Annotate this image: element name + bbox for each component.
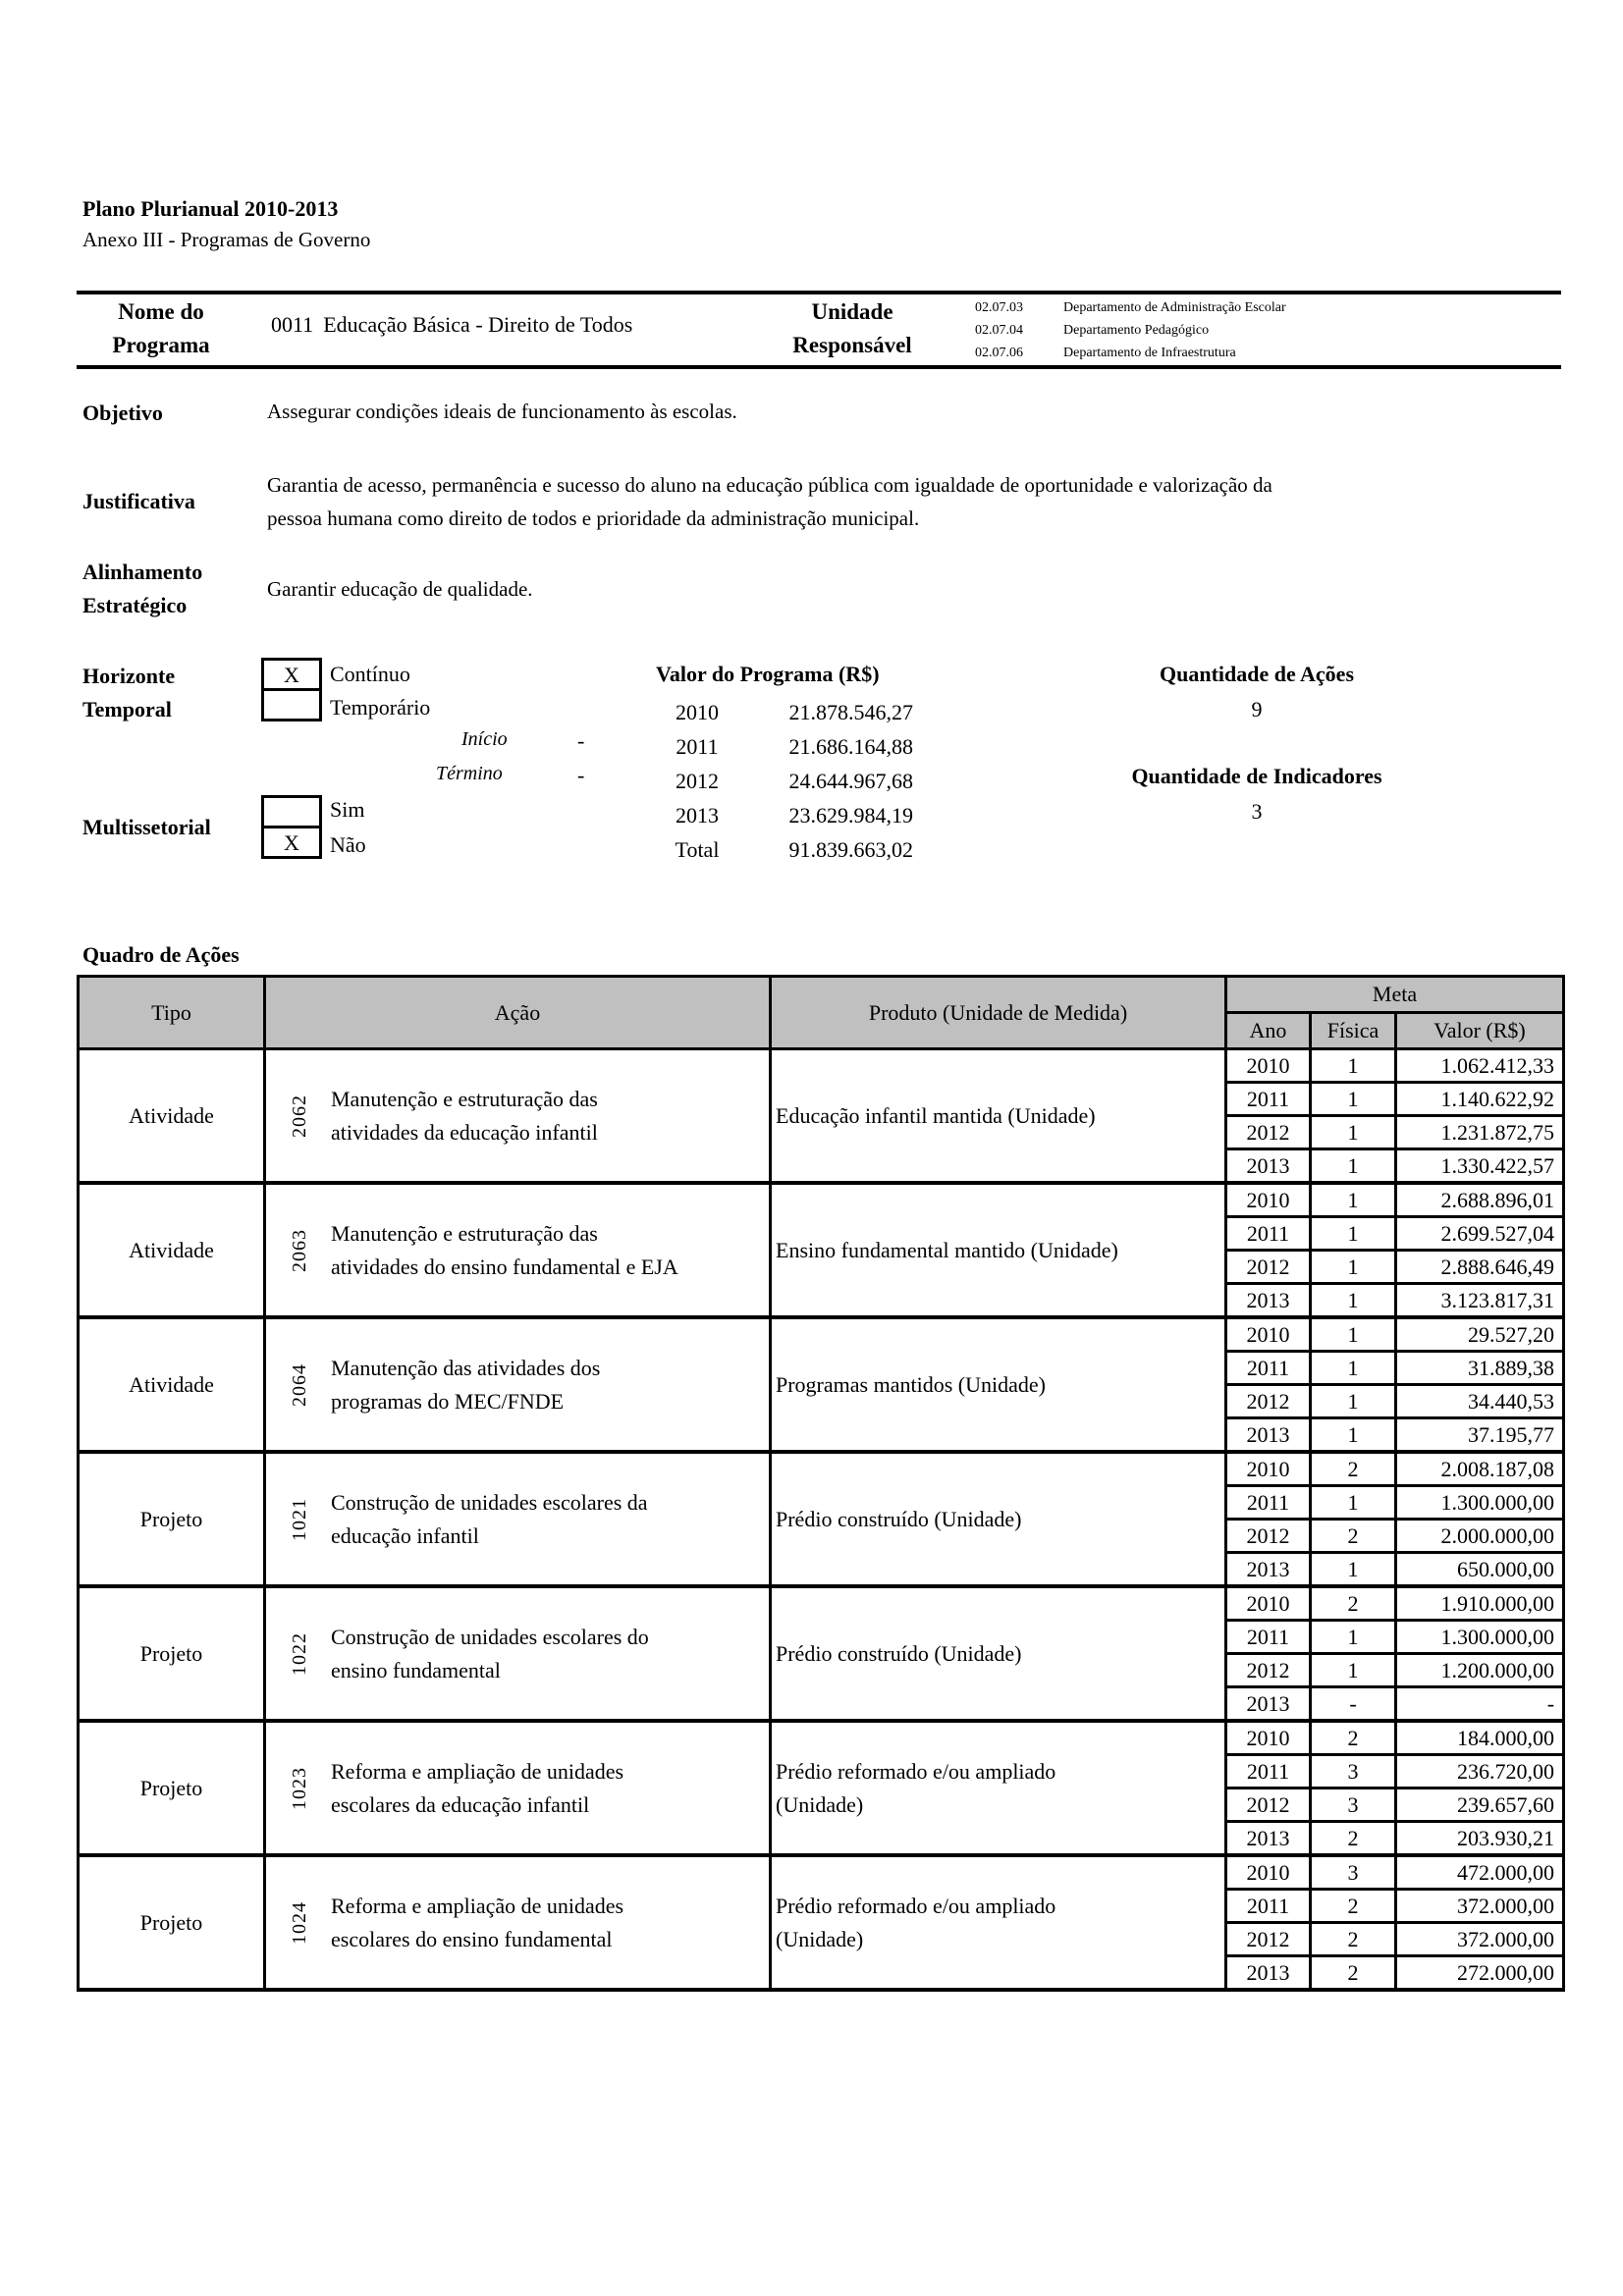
acao-code: 2063	[289, 1228, 310, 1272]
program-name	[271, 312, 632, 338]
cell-ano: 2012	[1226, 1923, 1311, 1956]
cell-fisica: 1	[1311, 1049, 1396, 1083]
cell-valor: 272.000,00	[1396, 1956, 1564, 1991]
cell-ano: 2011	[1226, 1486, 1311, 1520]
produto-line1: Prédio construído (Unidade)	[776, 1640, 1022, 1666]
tipo-text: Atividade	[129, 1102, 214, 1128]
acao-description	[331, 1352, 600, 1418]
responsible-units-list	[975, 296, 1286, 364]
program-title: Educação Básica - Direito de Todos	[323, 312, 633, 337]
header-meta: Meta	[1226, 977, 1564, 1013]
unit-item	[975, 319, 1286, 342]
cell-valor: 1.062.412,33	[1396, 1049, 1564, 1083]
unit-item	[975, 342, 1286, 364]
produto-line2: (Unidade)	[776, 1791, 864, 1817]
cell-valor: 3.123.817,31	[1396, 1284, 1564, 1318]
table-row	[79, 1855, 1564, 1890]
cell-fisica: 3	[1311, 1855, 1396, 1890]
acao-code: 1023	[289, 1766, 310, 1810]
cell-ano: 2013	[1226, 1149, 1311, 1184]
unit-name: Departamento Pedagógico	[1063, 323, 1210, 338]
valor-year: 2013	[676, 803, 719, 828]
acao-code: 2062	[289, 1094, 310, 1138]
responsible-unit-label-line1: Unidade	[811, 299, 893, 324]
cell-valor: 239.657,60	[1396, 1789, 1564, 1822]
tipo-text: Projeto	[139, 1775, 203, 1800]
alinhamento-label-line2: Estratégico	[82, 593, 188, 617]
cell-acao	[265, 1452, 771, 1586]
table-row	[79, 1452, 1564, 1486]
header-produto: Produto (Unidade de Medida)	[771, 977, 1226, 1049]
cell-valor: 29.527,20	[1396, 1317, 1564, 1352]
table-row	[79, 1183, 1564, 1217]
cell-fisica: 1	[1311, 1621, 1396, 1654]
cell-fisica: 2	[1311, 1586, 1396, 1621]
cell-fisica: 3	[1311, 1789, 1396, 1822]
acao-code: 1024	[289, 1900, 310, 1945]
program-code: 0011	[271, 312, 314, 337]
unit-code: 02.07.03	[975, 300, 1023, 315]
acao-wrap	[266, 1588, 769, 1719]
acao-wrap	[266, 1050, 769, 1181]
acao-description	[331, 1621, 649, 1687]
acao-wrap	[266, 1319, 769, 1450]
cell-acao	[265, 1721, 771, 1855]
cell-valor: 1.300.000,00	[1396, 1621, 1564, 1654]
acao-description	[331, 1486, 648, 1553]
acao-desc-line2: escolares do ensino fundamental	[331, 1926, 613, 1951]
horizonte-label	[82, 660, 175, 726]
nao-checkbox[interactable]: X	[261, 826, 322, 859]
cell-valor: 2.000.000,00	[1396, 1520, 1564, 1553]
justificativa-line2: pessoa humana como direito de todos e prioridade da administração municipal.	[267, 507, 920, 530]
valor-amount: 23.629.984,19	[788, 803, 913, 828]
cell-valor: 236.720,00	[1396, 1755, 1564, 1789]
table-row	[79, 1721, 1564, 1755]
cell-ano: 2010	[1226, 1721, 1311, 1755]
responsible-unit-label	[764, 295, 941, 362]
produto-line2: (Unidade)	[776, 1926, 864, 1951]
valor-programa-row	[648, 798, 943, 832]
cell-fisica: 1	[1311, 1654, 1396, 1687]
cell-fisica: 1	[1311, 1284, 1396, 1318]
cell-fisica: 2	[1311, 1452, 1396, 1486]
document-subtitle: Anexo III - Programas de Governo	[82, 228, 371, 251]
cell-fisica: 1	[1311, 1352, 1396, 1385]
cell-acao	[265, 1586, 771, 1721]
cell-fisica: 2	[1311, 1721, 1396, 1755]
cell-ano: 2012	[1226, 1520, 1311, 1553]
cell-fisica: 3	[1311, 1755, 1396, 1789]
acao-desc-line1: Reforma e ampliação de unidades	[331, 1758, 624, 1784]
valor-programa-row	[648, 729, 943, 764]
produto-line1: Prédio reformado e/ou ampliado	[776, 1758, 1056, 1784]
cell-ano: 2012	[1226, 1654, 1311, 1687]
quantidade-acoes-label: Quantidade de Ações	[1159, 662, 1355, 686]
continuo-label: Contínuo	[330, 662, 410, 686]
acao-desc-line1: Construção de unidades escolares do	[331, 1624, 649, 1649]
cell-valor: 1.300.000,00	[1396, 1486, 1564, 1520]
cell-ano: 2012	[1226, 1385, 1311, 1418]
cell-acao	[265, 1049, 771, 1184]
cell-fisica: 1	[1311, 1317, 1396, 1352]
acao-desc-line1: Construção de unidades escolares da	[331, 1489, 648, 1515]
cell-ano: 2010	[1226, 1183, 1311, 1217]
cell-valor: 2.008.187,08	[1396, 1452, 1564, 1486]
alinhamento-label-line1: Alinhamento	[82, 560, 203, 584]
header-valor: Valor (R$)	[1396, 1013, 1564, 1049]
acao-desc-line2: programas do MEC/FNDE	[331, 1388, 565, 1414]
cell-ano: 2011	[1226, 1621, 1311, 1654]
cell-fisica: 1	[1311, 1217, 1396, 1251]
program-name-label-line2: Programa	[112, 333, 210, 357]
cell-valor: 650.000,00	[1396, 1553, 1564, 1587]
cell-fisica: 2	[1311, 1822, 1396, 1856]
cell-ano: 2011	[1226, 1352, 1311, 1385]
cell-ano: 2011	[1226, 1755, 1311, 1789]
cell-valor: 2.888.646,49	[1396, 1251, 1564, 1284]
cell-fisica: 2	[1311, 1520, 1396, 1553]
cell-fisica: 1	[1311, 1385, 1396, 1418]
cell-tipo	[79, 1721, 265, 1855]
valor-programa-total-row	[648, 832, 943, 867]
produto-line1: Ensino fundamental mantido (Unidade)	[776, 1237, 1118, 1262]
cell-fisica: 1	[1311, 1553, 1396, 1587]
cell-ano: 2010	[1226, 1452, 1311, 1486]
cell-ano: 2013	[1226, 1418, 1311, 1453]
cell-fisica: 1	[1311, 1183, 1396, 1217]
acao-desc-line2: atividades do ensino fundamental e EJA	[331, 1254, 678, 1279]
valor-amount: 24.644.967,68	[788, 769, 913, 793]
temporario-checkbox[interactable]	[261, 688, 322, 721]
produto-text	[776, 1234, 1224, 1267]
termino-label: Término	[436, 763, 503, 784]
document-title: Plano Plurianual 2010-2013	[82, 196, 339, 221]
cell-valor: 372.000,00	[1396, 1890, 1564, 1923]
acao-desc-line1: Reforma e ampliação de unidades	[331, 1893, 624, 1918]
cell-fisica: -	[1311, 1687, 1396, 1722]
valor-year: 2011	[676, 734, 719, 759]
cell-tipo	[79, 1049, 265, 1184]
cell-acao	[265, 1317, 771, 1452]
program-name-label-line1: Nome do	[118, 299, 204, 324]
cell-fisica: 1	[1311, 1418, 1396, 1453]
sim-label: Sim	[330, 797, 365, 822]
unit-item	[975, 296, 1286, 319]
cell-produto	[771, 1452, 1226, 1586]
acao-code: 1022	[289, 1631, 310, 1676]
cell-fisica: 2	[1311, 1890, 1396, 1923]
acao-desc-line2: ensino fundamental	[331, 1657, 501, 1682]
cell-ano: 2010	[1226, 1049, 1311, 1083]
cell-produto	[771, 1855, 1226, 1990]
termino-value: -	[577, 763, 585, 787]
acao-desc-line2: atividades da educação infantil	[331, 1119, 598, 1145]
alinhamento-text: Garantir educação de qualidade.	[267, 577, 533, 601]
cell-ano: 2013	[1226, 1553, 1311, 1587]
tipo-text: Projeto	[139, 1909, 203, 1935]
acao-description	[331, 1217, 678, 1284]
nao-label: Não	[330, 832, 366, 857]
header-ano: Ano	[1226, 1013, 1311, 1049]
alinhamento-label	[82, 556, 202, 622]
valor-amount: 21.878.546,27	[788, 700, 913, 724]
cell-fisica: 1	[1311, 1116, 1396, 1149]
produto-text	[776, 1637, 1224, 1671]
acao-desc-line1: Manutenção e estruturação das	[331, 1086, 598, 1111]
cell-valor: 1.231.872,75	[1396, 1116, 1564, 1149]
program-name-label	[92, 295, 230, 362]
valor-programa-row	[648, 695, 943, 729]
multissetorial-label: Multissetorial	[82, 815, 211, 839]
inicio-label: Início	[461, 728, 508, 750]
tipo-text: Projeto	[139, 1506, 203, 1531]
cell-ano: 2010	[1226, 1855, 1311, 1890]
acao-description	[331, 1083, 598, 1149]
cell-fisica: 2	[1311, 1923, 1396, 1956]
acao-wrap	[266, 1857, 769, 1988]
cell-produto	[771, 1183, 1226, 1317]
tipo-text: Atividade	[129, 1237, 214, 1262]
acao-wrap	[266, 1723, 769, 1853]
cell-ano: 2011	[1226, 1217, 1311, 1251]
produto-line1: Programas mantidos (Unidade)	[776, 1371, 1046, 1397]
header-fisica: Física	[1311, 1013, 1396, 1049]
cell-valor: 372.000,00	[1396, 1923, 1564, 1956]
horizonte-label-line2: Temporal	[82, 697, 172, 721]
cell-fisica: 1	[1311, 1251, 1396, 1284]
unit-name: Departamento de Infraestrutura	[1063, 346, 1236, 360]
justificativa-text	[267, 468, 1553, 535]
cell-tipo	[79, 1855, 265, 1990]
produto-text	[776, 1368, 1224, 1402]
quadro-acoes-table	[77, 975, 1565, 1992]
acao-wrap	[266, 1185, 769, 1315]
cell-ano: 2013	[1226, 1822, 1311, 1856]
cell-valor: 2.688.896,01	[1396, 1183, 1564, 1217]
cell-produto	[771, 1586, 1226, 1721]
produto-text	[776, 1503, 1224, 1536]
cell-ano: 2012	[1226, 1116, 1311, 1149]
quantidade-indicadores-value: 3	[1251, 799, 1263, 824]
valor-year: 2012	[676, 769, 719, 793]
cell-valor: 1.910.000,00	[1396, 1586, 1564, 1621]
produto-line1: Prédio construído (Unidade)	[776, 1506, 1022, 1531]
header-acao: Ação	[265, 977, 771, 1049]
cell-valor: 1.330.422,57	[1396, 1149, 1564, 1184]
valor-programa-row	[648, 764, 943, 798]
objetivo-text: Assegurar condições ideais de funcionamento às escolas.	[267, 400, 737, 423]
continuo-checkbox[interactable]: X	[261, 658, 322, 691]
cell-valor: -	[1396, 1687, 1564, 1722]
cell-fisica: 2	[1311, 1956, 1396, 1991]
cell-valor: 472.000,00	[1396, 1855, 1564, 1890]
acao-desc-line1: Manutenção das atividades dos	[331, 1355, 601, 1380]
unit-name: Departamento de Administração Escolar	[1063, 300, 1286, 315]
objetivo-label: Objetivo	[82, 400, 163, 425]
unit-code: 02.07.06	[975, 346, 1023, 360]
cell-fisica: 1	[1311, 1083, 1396, 1116]
tipo-text: Atividade	[129, 1371, 214, 1397]
cell-valor: 1.140.622,92	[1396, 1083, 1564, 1116]
cell-ano: 2011	[1226, 1083, 1311, 1116]
acao-desc-line2: educação infantil	[331, 1522, 479, 1548]
cell-valor: 34.440,53	[1396, 1385, 1564, 1418]
cell-ano: 2012	[1226, 1789, 1311, 1822]
acao-description	[331, 1890, 623, 1956]
cell-valor: 1.200.000,00	[1396, 1654, 1564, 1687]
cell-tipo	[79, 1183, 265, 1317]
cell-tipo	[79, 1317, 265, 1452]
produto-line1: Prédio reformado e/ou ampliado	[776, 1893, 1056, 1918]
justificativa-label: Justificativa	[82, 489, 195, 513]
horizonte-label-line1: Horizonte	[82, 664, 176, 688]
acao-desc-line1: Manutenção e estruturação das	[331, 1220, 598, 1246]
produto-text	[776, 1890, 1224, 1956]
quantidade-acoes-value: 9	[1251, 697, 1263, 721]
quadro-acoes-title: Quadro de Ações	[82, 942, 240, 967]
program-header-band	[77, 291, 1561, 369]
cell-ano: 2011	[1226, 1890, 1311, 1923]
unit-code: 02.07.04	[975, 323, 1023, 338]
acao-wrap	[266, 1454, 769, 1584]
table-row	[79, 1317, 1564, 1352]
valor-amount: 91.839.663,02	[788, 837, 913, 862]
cell-acao	[265, 1855, 771, 1990]
cell-ano: 2012	[1226, 1251, 1311, 1284]
cell-acao	[265, 1183, 771, 1317]
cell-fisica: 1	[1311, 1149, 1396, 1184]
sim-checkbox[interactable]	[261, 795, 322, 828]
quantidade-indicadores-label: Quantidade de Indicadores	[1131, 764, 1382, 788]
cell-valor: 37.195,77	[1396, 1418, 1564, 1453]
cell-produto	[771, 1049, 1226, 1184]
temporario-label: Temporário	[330, 695, 431, 720]
cell-tipo	[79, 1586, 265, 1721]
cell-valor: 2.699.527,04	[1396, 1217, 1564, 1251]
cell-valor: 203.930,21	[1396, 1822, 1564, 1856]
produto-text	[776, 1099, 1224, 1133]
tipo-text: Projeto	[139, 1640, 203, 1666]
justificativa-line1: Garantia de acesso, permanência e sucesso do aluno na educação pública com igualdade de oportunidade e valorização da	[267, 473, 1272, 497]
cell-fisica: 1	[1311, 1486, 1396, 1520]
valor-year: 2010	[676, 700, 719, 724]
acao-code: 1021	[289, 1497, 310, 1541]
acao-code: 2064	[289, 1362, 310, 1407]
produto-text	[776, 1755, 1224, 1822]
cell-ano: 2013	[1226, 1687, 1311, 1722]
acao-desc-line2: escolares da educação infantil	[331, 1791, 590, 1817]
cell-ano: 2010	[1226, 1586, 1311, 1621]
cell-ano: 2013	[1226, 1956, 1311, 1991]
table-row	[79, 1586, 1564, 1621]
cell-produto	[771, 1317, 1226, 1452]
valor-year: Total	[675, 837, 720, 862]
valor-amount: 21.686.164,88	[788, 734, 913, 759]
cell-valor: 184.000,00	[1396, 1721, 1564, 1755]
cell-produto	[771, 1721, 1226, 1855]
acao-description	[331, 1755, 623, 1822]
table-row	[79, 1049, 1564, 1083]
responsible-unit-label-line2: Responsável	[792, 333, 912, 357]
cell-ano: 2010	[1226, 1317, 1311, 1352]
cell-valor: 31.889,38	[1396, 1352, 1564, 1385]
header-tipo: Tipo	[79, 977, 265, 1049]
valor-programa-list	[648, 695, 943, 867]
cell-ano: 2013	[1226, 1284, 1311, 1318]
cell-tipo	[79, 1452, 265, 1586]
produto-line1: Educação infantil mantida (Unidade)	[776, 1102, 1096, 1128]
inicio-value: -	[577, 728, 585, 753]
valor-programa-heading: Valor do Programa (R$)	[656, 662, 880, 686]
